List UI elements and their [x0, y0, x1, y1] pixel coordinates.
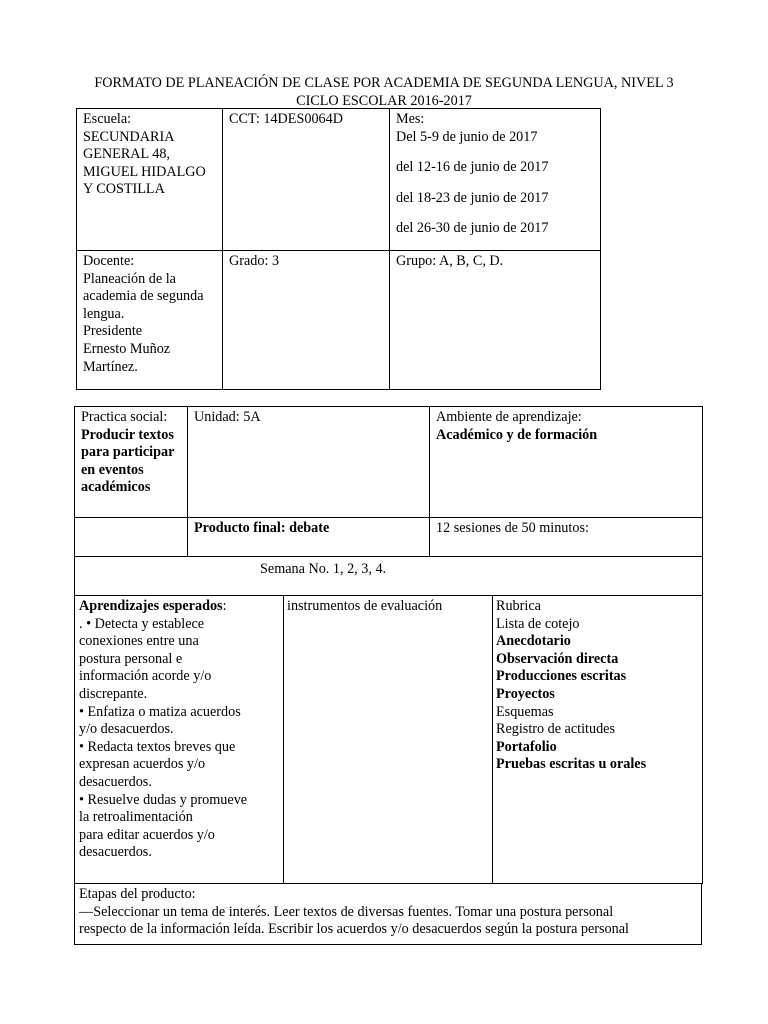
aprendizaje-line: • Resuelve dudas y promueve [79, 791, 248, 808]
instrumentos-label: instrumentos de evaluación [287, 598, 443, 614]
aprendizaje-line: para editar acuerdos y/o [79, 826, 215, 843]
unidad-value: Unidad: 5A [194, 409, 261, 425]
cct-value: CCT: 14DES0064D [229, 111, 343, 127]
title-line-1: FORMATO DE PLANEACIÓN DE CLASE POR ACADEMIA DE SEGUNDA LENGUA, NIVEL 3 [94, 75, 674, 91]
docente-line: Planeación de la [83, 270, 176, 287]
mes-line: Del 5-9 de junio de 2017 [396, 128, 538, 145]
docente-line: Presidente [83, 323, 143, 340]
instrumento-item: Pruebas escritas u orales [496, 756, 647, 773]
semana-cell [75, 557, 703, 596]
aprendizajes-cell [75, 596, 284, 884]
grupo-cell [390, 251, 601, 390]
escuela-line: SECUNDARIA [83, 128, 175, 145]
plan-table [74, 406, 703, 596]
aprendizaje-line: • Redacta textos breves que [79, 738, 236, 755]
docente-line: lengua. [83, 305, 125, 322]
instrumento-item: Producciones escritas [496, 668, 627, 685]
docente-label: Docente: [83, 253, 135, 269]
escuela-line: GENERAL 48, [83, 146, 170, 163]
etapas-cell [75, 884, 702, 945]
ambiente-label: Ambiente de aprendizaje: [436, 409, 582, 425]
cct-cell [223, 109, 390, 251]
aprendizajes-colon: : [222, 598, 227, 614]
unidad-cell [188, 407, 430, 518]
school-info-table [76, 108, 601, 390]
sesiones-cell [430, 518, 703, 557]
instrumento-item: Observación directa [496, 650, 619, 667]
ambiente-value: Académico y de formación [436, 426, 598, 443]
aprendizaje-line: desacuerdos. [79, 773, 152, 790]
docente-line: academia de segunda [83, 288, 204, 305]
aprendizajes-label: Aprendizajes esperados [79, 598, 223, 614]
practica-label: Practica social: [81, 409, 168, 425]
grado-cell [223, 251, 390, 390]
etapas-line: respecto de la información leída. Escribir los acuerdos y/o desacuerdos según la postura personal [79, 921, 629, 938]
etapas-label: Etapas del producto: [79, 886, 196, 902]
mes-line: del 12-16 de junio de 2017 [396, 159, 549, 176]
docente-line: Ernesto Muñoz [83, 340, 171, 357]
practica-line: en eventos [81, 461, 144, 478]
mes-cell [390, 109, 601, 251]
semana-value: Semana No. 1, 2, 3, 4. [260, 561, 387, 577]
escuela-line: Y COSTILLA [83, 181, 165, 198]
aprendizaje-line: desacuerdos. [79, 844, 152, 861]
aprendizaje-line: y/o desacuerdos. [79, 721, 174, 738]
etapas-table [74, 883, 702, 945]
instrumento-item: Proyectos [496, 685, 555, 702]
evaluation-table [74, 595, 703, 884]
producto-final: Producto final: debate [194, 520, 330, 536]
instrumentos-cell [284, 596, 493, 884]
aprendizaje-line: discrepante. [79, 685, 148, 702]
docente-line: Martínez. [83, 358, 138, 375]
instrumento-item: Esquemas [496, 703, 554, 720]
title-line-2: CICLO ESCOLAR 2016-2017 [296, 93, 472, 109]
practica-line: académicos [81, 479, 151, 496]
document-title [0, 74, 768, 110]
mes-line: del 26-30 de junio de 2017 [396, 220, 549, 237]
etapas-line: —Seleccionar un tema de interés. Leer textos de diversas fuentes. Tomar una postura personal [79, 903, 614, 920]
mes-label: Mes: [396, 111, 425, 127]
aprendizaje-line: . • Detecta y establece [79, 615, 205, 632]
sesiones-value: 12 sesiones de 50 minutos: [436, 520, 589, 536]
practica-line: para participar [81, 444, 175, 461]
practica-cell [75, 407, 188, 518]
empty-cell [75, 518, 188, 557]
instrumento-item: Registro de actitudes [496, 721, 615, 738]
practica-line: Producir textos [81, 426, 174, 443]
ambiente-cell [430, 407, 703, 518]
docente-cell [77, 251, 223, 390]
grado-value: Grado: 3 [229, 253, 280, 269]
escuela-line: MIGUEL HIDALGO [83, 163, 206, 180]
instrumento-item: Anecdotario [496, 633, 571, 650]
grupo-value: Grupo: A, B, C, D. [396, 253, 504, 269]
instrumento-item: Portafolio [496, 738, 557, 755]
instrumentos-list-cell [493, 596, 703, 884]
instrumento-item: Lista de cotejo [496, 615, 580, 632]
instrumento-item: Rubrica [496, 598, 541, 614]
aprendizaje-line: la retroalimentación [79, 809, 193, 826]
producto-cell [188, 518, 430, 557]
aprendizaje-line: postura personal e [79, 650, 183, 667]
escuela-cell [77, 109, 223, 251]
aprendizaje-line: conexiones entre una [79, 633, 199, 650]
mes-line: del 18-23 de junio de 2017 [396, 189, 549, 206]
escuela-label: Escuela: [83, 111, 132, 127]
aprendizaje-line: información acorde y/o [79, 668, 212, 685]
aprendizaje-line: expresan acuerdos y/o [79, 756, 206, 773]
aprendizaje-line: • Enfatiza o matiza acuerdos [79, 703, 241, 720]
